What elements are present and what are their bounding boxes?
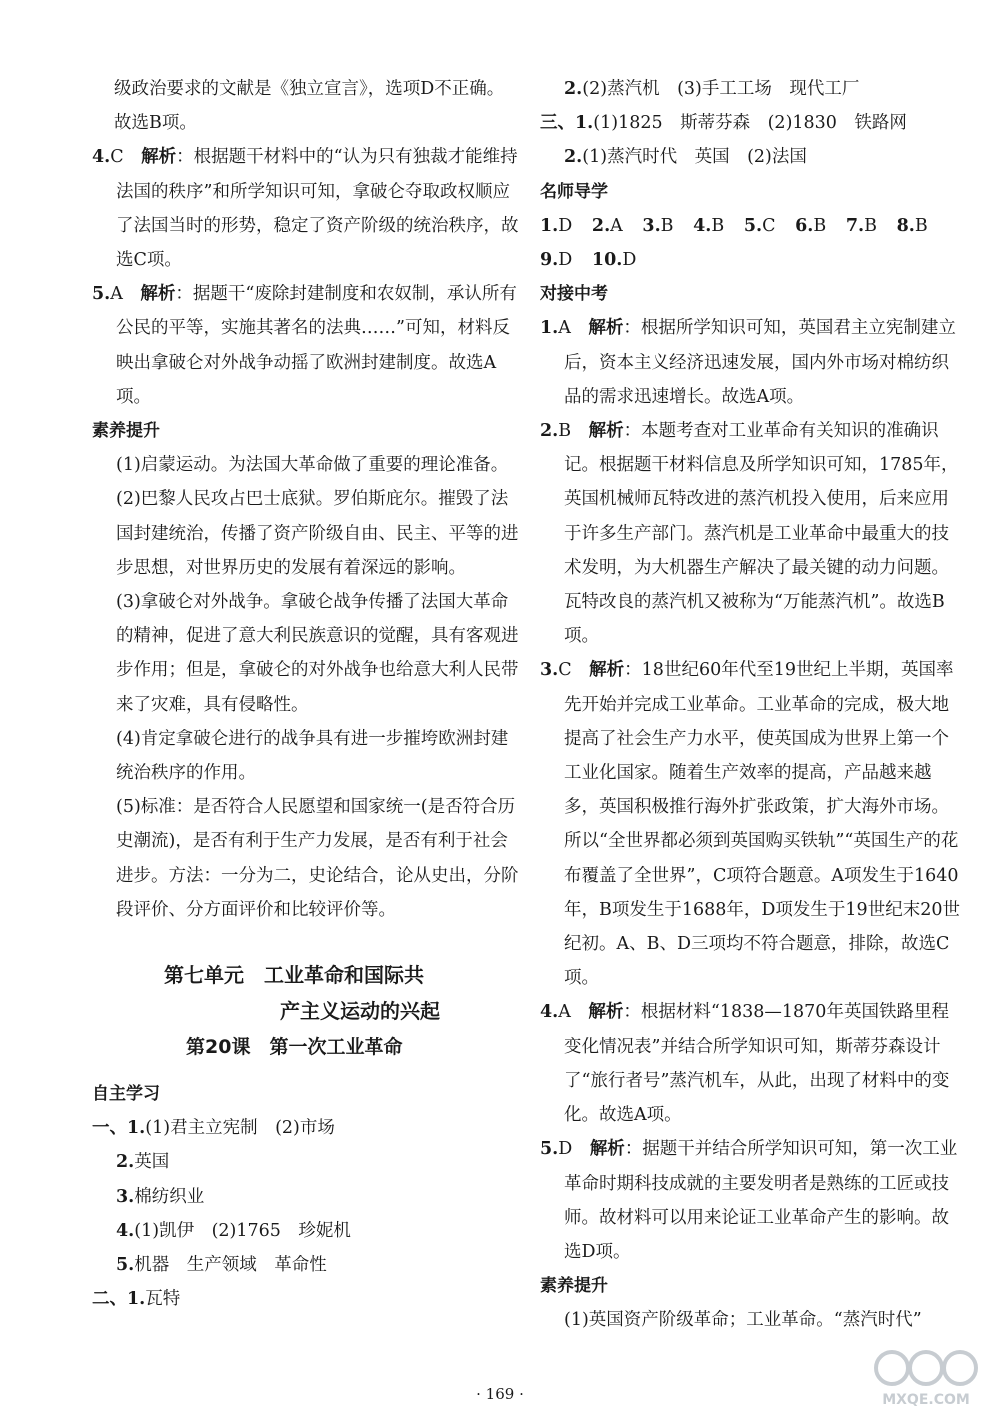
choice-answer: 8.B [896,215,928,236]
answer-line: 2.(2)蒸汽机 (3)手工工场 现代工厂 [564,79,860,99]
text-line: 故选B项。 [114,113,197,134]
answer-item: 4.A 解析：根据材料“1838—1870年英国铁路里程变化情况表”并结合所学知识可知，斯蒂芬森设计了“旅行者号”蒸汽机车，从此，出现了材料中的变化。故选A项。 [540,1002,950,1126]
choice-answer: 2.A [591,215,623,236]
numbered-item: (3)拿破仑对外战争。拿破仑战争传播了法国大革命的精神，促进了意大利民族意识的觉醒，具有客观进步作用；但是，拿破仑的对外战争也给意大利人民带来了灾难，具有侵略性。 [116,592,519,715]
choice-answer: 6.B [795,215,827,236]
unit-title [92,957,524,1029]
choice-answer: 9.D [540,250,573,271]
answer-item: 5.A 解析：据题干“废除封建制度和农奴制，承认所有公民的平等，实施其著名的法典……”可知，材料反映出拿破仑对外战争动摇了欧洲封建制度。故选A项。 [92,284,517,407]
lesson-title: 第20课 第一次工业革命 [186,1036,403,1059]
numbered-item: (1)启蒙运动。为法国大革命做了重要的理论准备。 [116,455,509,476]
numbered-item: (1)英国资产阶级革命；工业革命。“蒸汽时代” [564,1310,922,1331]
text-line: 级政治要求的文献是《独立宣言》，选项D不正确。 [114,79,505,99]
page-number: · 169 · [476,1385,524,1403]
unit-title-line: 产主义运动的兴起 [280,999,440,1024]
choice-answers-row [540,243,960,277]
numbered-item: (5)标准：是否符合人民愿望和国家统一(是否符合历史潮流)，是否有利于生产力发展，是否有利于社会进步。方法：一分为二，史论结合，论从史出，分阶段评价、分方面评价和比较评价等。 [116,797,519,920]
section-heading: 素养提升 [92,421,160,442]
answer-line: 二、1.瓦特 [92,1289,181,1310]
section-heading: 素养提升 [540,1276,608,1297]
svg-text:MXQE.COM: MXQE.COM [882,1392,970,1408]
left-column [92,72,524,1317]
choice-answer: 7.B [845,215,877,236]
choice-answer: 4.B [693,215,725,236]
answer-item: 5.D 解析：据题干并结合所学知识可知，第一次工业革命时期科技成就的主要发明者是熟练的工匠或技师。故材料可以用来论证工业革命产生的影响。故选D项。 [540,1139,958,1262]
numbered-item: (2)巴黎人民攻占巴士底狱。罗伯斯庇尔。摧毁了法国封建统治，传播了资产阶级自由、民主、平等的进步思想，对世界历史的发展有着深远的影响。 [116,489,519,578]
choice-answer: 1.D [540,215,573,236]
choice-answer: 10.D [591,250,637,271]
choice-answer: 3.B [642,215,674,236]
answer-line: 3.棉纺织业 [116,1186,205,1207]
unit-title-line: 第七单元 工业革命和国际共 [164,963,424,988]
right-column [540,72,960,1338]
answer-line: 4.(1)凯伊 (2)1765 珍妮机 [116,1220,351,1241]
choice-answers-row [540,209,960,243]
answer-line: 5.机器 生产领域 革命性 [116,1255,327,1276]
answer-line: 2.(1)蒸汽时代 英国 (2)法国 [564,147,807,168]
section-heading: 自主学习 [92,1084,160,1105]
answer-item: 4.C 解析：根据题干材料中的“认为只有独裁才能维持法国的秩序”和所学知识可知，拿破仑夺取政权顺应了法国当时的形势，稳定了资产阶级的统治秩序，故选C项。 [92,147,519,271]
section-heading: 对接中考 [540,284,608,305]
answer-line: 一、1.(1)君主立宪制 (2)市场 [92,1118,335,1139]
left-paragraph-continued [92,72,524,140]
watermark-logo [870,1344,982,1408]
choice-answer: 5.C [743,215,776,236]
section-heading: 名师导学 [540,181,608,202]
numbered-item: (4)肯定拿破仑进行的战争具有进一步摧垮欧洲封建统治秩序的作用。 [116,728,509,784]
answer-item: 2.B 解析：本题考查对工业革命有关知识的准确识记。根据题干材料信息及所学知识可知，1785年，英国机械师瓦特改进的蒸汽机投入使用，后来应用于许多生产部门。蒸汽机是工业革命中最重大的技术发明，为大机器生产解决了最关键的动力问题。瓦特改良的蒸汽机又被称为“万能蒸汽机”。故选B项。 [540,421,959,647]
answer-item: 3.C 解析：18世纪60年代至19世纪上半期，英国率先开始并完成工业革命。工业革命的完成，极大地提高了社会生产力水平，使英国成为世界上第一个工业化国家。随着生产效率的提高，产品越来越多，英国积极推行海外扩张政策，扩大海外市场。所以“全世界都必须到英国购买铁轨”“英国生产的花布覆盖了全世界”，C项符合题意。A项发生于1640年，B项发生于1688年，D项发生于19世纪末20世纪初。A、B、D三项均不符合题意，排除，故选C项。 [540,660,960,989]
answer-line: 2.英国 [116,1152,170,1173]
answer-line: 三、1.(1)1825 斯蒂芬森 (2)1830 铁路网 [540,113,907,134]
answer-item: 1.A 解析：根据所学知识可知，英国君主立宪制建立后，资本主义经济迅速发展，国内外市场对棉纺织品的需求迅速增长。故选A项。 [540,318,956,407]
